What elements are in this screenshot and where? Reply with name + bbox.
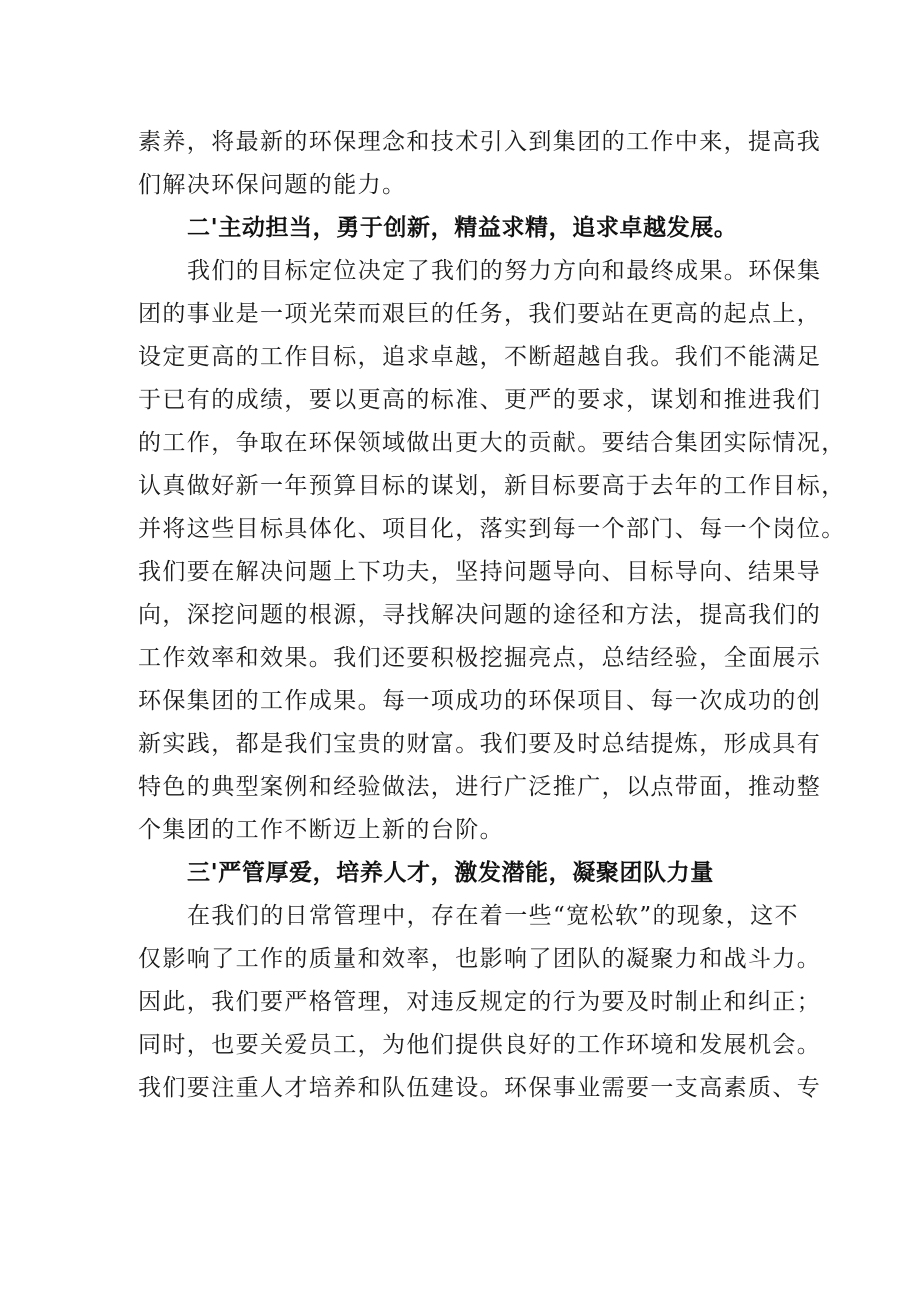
text-line: 工作效率和效果。我们还要积极挖掘亮点，总结经验，全面展示 [138, 645, 822, 671]
text-line: 们解决环保问题的能力。 [138, 172, 407, 198]
text-line: 设定更高的工作目标，追求卓越，不断超越自我。我们不能满足 [138, 344, 822, 370]
text-line: 仅影响了工作的质量和效率，也影响了团队的凝聚力和战斗力。 [138, 946, 822, 972]
text-line: 我们要注重人才培养和队伍建设。环保事业需要一支高素质、专 [138, 1075, 822, 1101]
text-line: 的工作，争取在环保领域做出更大的贡献。要结合集团实际情况， [138, 430, 846, 456]
section-two-heading: 二'主动担当，勇于创新，精益求精，追求卓越发展。 [187, 215, 738, 241]
text-line: 向，深挖问题的根源，寻找解决问题的途径和方法，提高我们的 [138, 602, 822, 628]
text-line: 团的事业是一项光荣而艰巨的任务，我们要站在更高的起点上， [138, 301, 822, 327]
text-line: 在我们的日常管理中，存在着一些“宽松软”的现象，这不 [187, 903, 799, 929]
text-line: 因此，我们要严格管理，对违反规定的行为要及时制止和纠正； [138, 989, 822, 1015]
text-line: 素养，将最新的环保理念和技术引入到集团的工作中来，提高我 [138, 129, 822, 155]
text-line: 新实践，都是我们宝贵的财富。我们要及时总结提炼，形成具有 [138, 731, 822, 757]
text-line: 我们的目标定位决定了我们的努力方向和最终成果。环保集 [187, 258, 822, 284]
text-line: 于已有的成绩，要以更高的标准、更严的要求，谋划和推进我们 [138, 387, 822, 413]
text-line: 并将这些目标具体化、项目化，落实到每一个部门、每一个岗位。 [138, 516, 846, 542]
text-line: 环保集团的工作成果。每一项成功的环保项目、每一次成功的创 [138, 688, 822, 714]
text-line: 特色的典型案例和经验做法，进行广泛推广，以点带面，推动整 [138, 774, 822, 800]
text-line: 认真做好新一年预算目标的谋划，新目标要高于去年的工作目标， [138, 473, 846, 499]
text-line: 个集团的工作不断迈上新的台阶。 [138, 817, 504, 843]
text-line: 我们要在解决问题上下功夫，坚持问题导向、目标导向、结果导 [138, 559, 822, 585]
text-line: 同时，也要关爱员工，为他们提供良好的工作环境和发展机会。 [138, 1032, 822, 1058]
section-three-heading: 三'严管厚爱，培养人才，激发潜能，凝聚团队力量 [187, 860, 714, 886]
